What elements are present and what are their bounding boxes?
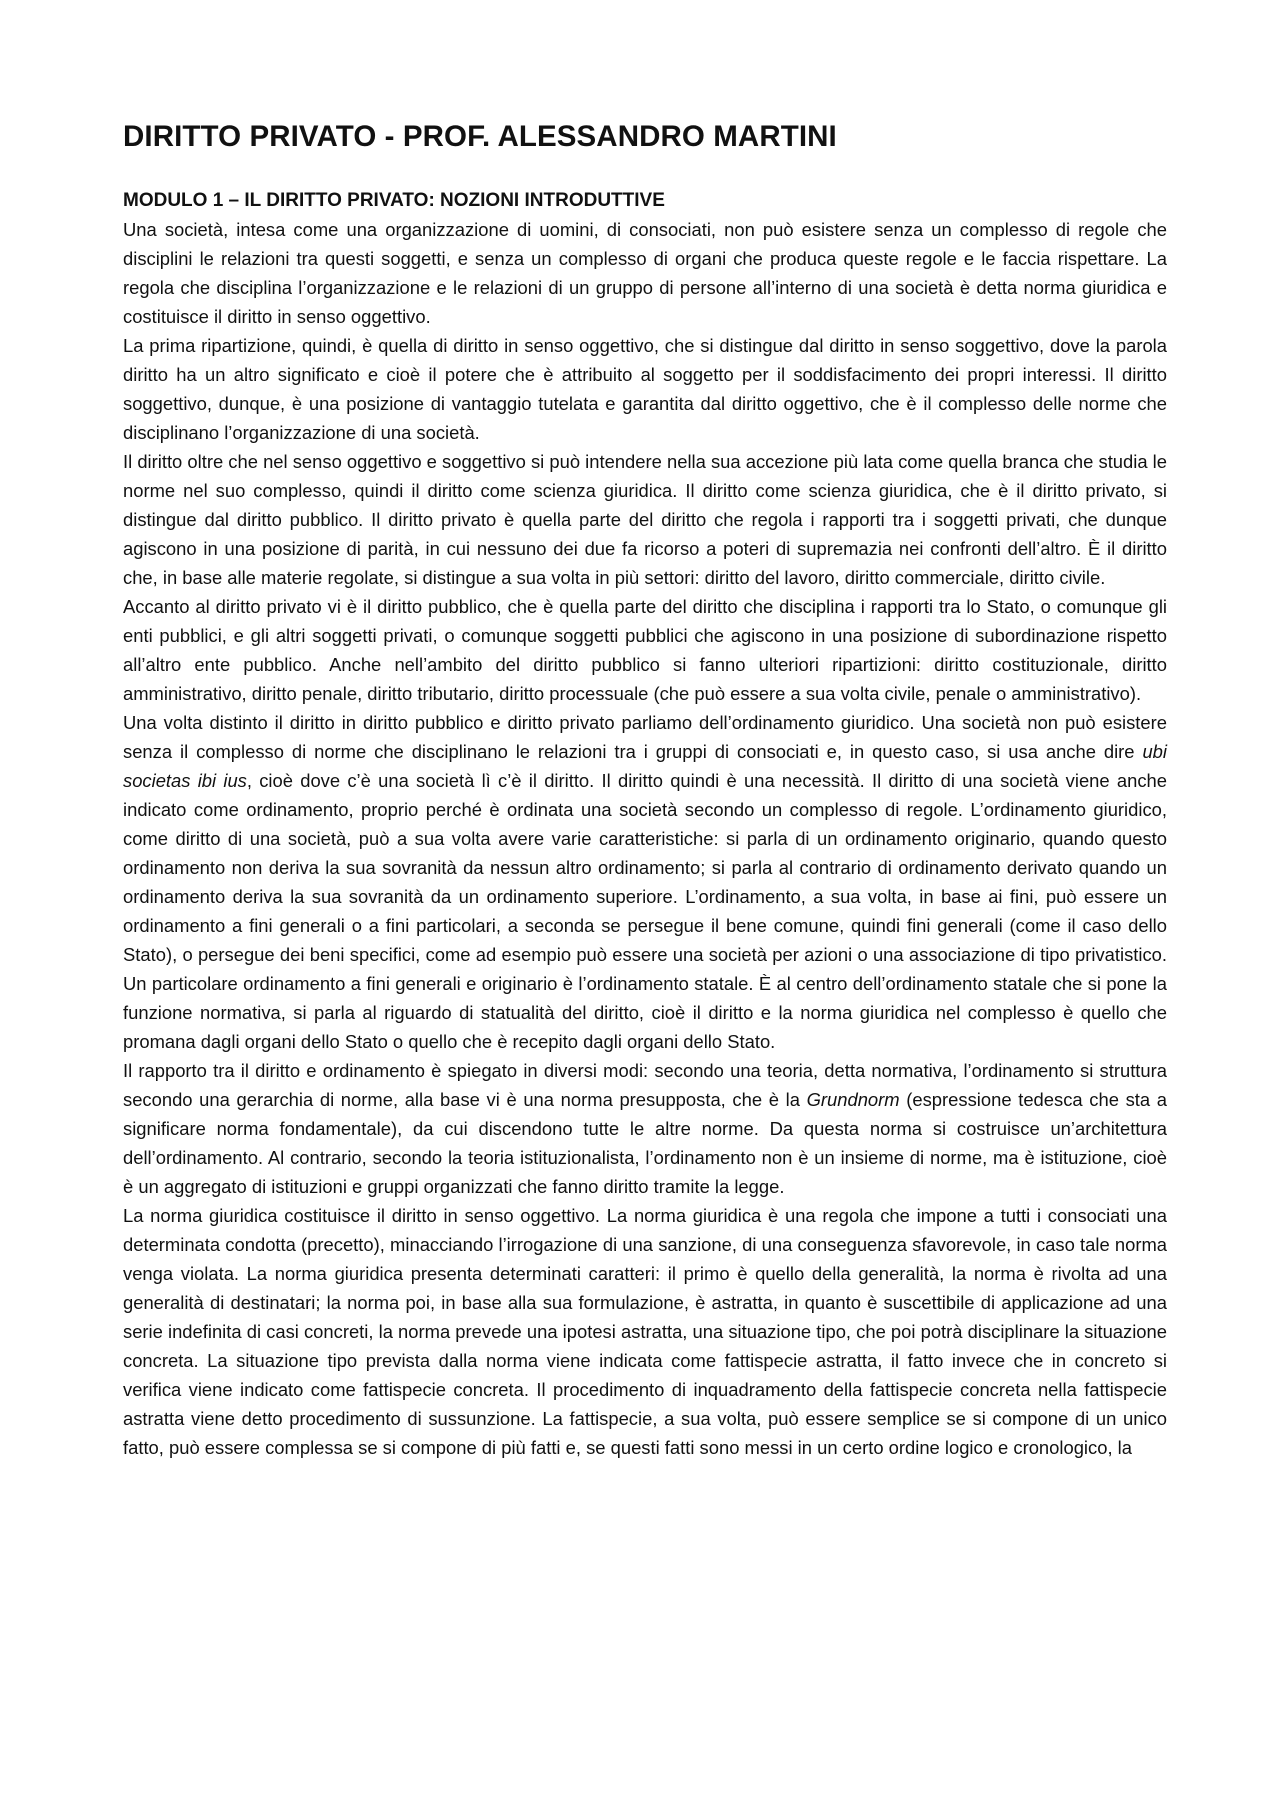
document-title: DIRITTO PRIVATO - PROF. ALESSANDRO MARTINI xyxy=(123,120,837,153)
document-page xyxy=(123,120,1167,1462)
paragraph-legal-order-end: , cioè dove c’è una società lì c’è il diritto. Il diritto quindi è una necessità. Il diritto di una società viene anche indicato come ordinamento, proprio perché è ordinata una società secondo un complesso di regole. L’ordinamento giuridico, come diritto di una società, può a sua volta avere varie caratteristiche: si parla di un ordinamento originario, quando questo ordinamento non deriva la sua sovranità da nessun altro ordinamento; si parla al contrario di ordinamento derivato quando un ordinamento deriva la sua sovranità da un ordinamento superiore. L’ordinamento, a sua volta, in base ai fini, può essere un ordinamento a fini generali o a fini particolari, a seconda se persegue il bene comune, quindi fini generali (come il caso dello Stato), o persegue dei beni specifici, come ad esempio può essere una società per azioni o una associazione di tipo privatistico. Un particolare ordinamento a fini generali e originario è l’ordinamento statale. È al centro dell’ordinamento statale che si pone la funzione normativa, si parla al riguardo di statualità del diritto, cioè il diritto e la norma giuridica nel complesso è quello che promana dagli organi dello Stato o quello che è recepito dagli organi dello Stato. xyxy=(123,770,1167,1052)
paragraph-legal-order xyxy=(123,708,1167,1056)
paragraph-private-law: Il diritto oltre che nel senso oggettivo e soggettivo si può intendere nella sua accezione più lata come quella branca che studia le norme nel suo complesso, quindi il diritto come scienza giuridica. Il diritto come scienza giuridica, che è il diritto privato, si distingue dal diritto pubblico. Il diritto privato è quella parte del diritto che regola i rapporti tra i soggetti privati, che dunque agiscono in una posizione di parità, in cui nessuno dei due fa ricorso a poteri di supremazia nei confronti dell’altro. È il diritto che, in base alle materie regolate, si distingue a sua volta in più settori: diritto del lavoro, diritto commerciale, diritto civile. xyxy=(123,451,1167,588)
paragraph-subjective-law: La prima ripartizione, quindi, è quella di diritto in senso oggettivo, che si distingue dal diritto in senso soggettivo, dove la parola diritto ha un altro significato e cioè il potere che è attribuito al soggetto per il soddisfacimento dei propri interessi. Il diritto soggettivo, dunque, è una posizione di vantaggio tutelata e garantita dal diritto oggettivo, che è il complesso delle norme che disciplinano l’organizzazione di una società. xyxy=(123,335,1167,443)
paragraph-grundnorm-start: Il rapporto tra il diritto e ordinamento è spiegato in diversi modi: secondo una teoria, detta normativa, l’ordinamento si struttura secondo una gerarchia di norme, alla base vi è una norma presupposta, che è la xyxy=(123,1060,1167,1110)
paragraph-legal-norm: La norma giuridica costituisce il diritto in senso oggettivo. La norma giuridica è una regola che impone a tutti i consociati una determinata condotta (precetto), minacciando l’irrogazione di una sanzione, di una conseguenza sfavorevole, in caso tale norma venga violata. La norma giuridica presenta determinati caratteri: il primo è quello della generalità, la norma è rivolta ad una generalità di destinatari; la norma poi, in base alla sua formulazione, è astratta, in quanto è suscettibile di applicazione ad una serie indefinita di casi concreti, la norma prevede una ipotesi astratta, una situazione tipo, che poi potrà disciplinare la situazione concreta. La situazione tipo prevista dalla norma viene indicata come fattispecie astratta, il fatto invece che in concreto si verifica viene indicato come fattispecie concreta. Il procedimento di inquadramento della fattispecie concreta nella fattispecie astratta viene detto procedimento di sussunzione. La fattispecie, a sua volta, può essere semplice se si compone di un unico fatto, può essere complessa se si compone di più fatti e, se questi fatti sono messi in un certo ordine logico e cronologico, la xyxy=(123,1205,1167,1458)
paragraph-public-law: Accanto al diritto privato vi è il diritto pubblico, che è quella parte del diritto che disciplina i rapporti tra lo Stato, o comunque gli enti pubblici, e gli altri soggetti privati, o comunque soggetti pubblici che agiscono in una posizione di subordinazione rispetto all’altro ente pubblico. Anche nell’ambito del diritto pubblico si fanno ulteriori ripartizioni: diritto costituzionale, diritto amministrativo, diritto penale, diritto tributario, diritto processuale (che può essere a sua volta civile, penale o amministrativo). xyxy=(123,596,1167,704)
paragraph-society-rules: Una società, intesa come una organizzazione di uomini, di consociati, non può esistere senza un complesso di regole che disciplini le relazioni tra questi soggetti, e senza un complesso di organi che produca queste regole e le faccia rispettare. La regola che disciplina l’organizzazione e le relazioni di un gruppo di persone all’interno di una società è detta norma giuridica e costituisce il diritto in senso oggettivo. xyxy=(123,219,1167,327)
paragraph-grundnorm xyxy=(123,1056,1167,1201)
paragraph-legal-order-start: Una volta distinto il diritto in diritto pubblico e diritto privato parliamo dell’ordinamento giuridico. Una società non può esistere senza il complesso di norme che disciplinano le relazioni tra i gruppi di consociati e, in questo caso, si usa anche dire xyxy=(123,712,1167,762)
latin-phrase: ubi societas ibi ius xyxy=(123,741,1167,791)
paragraph-grundnorm-end: (espressione tedesca che sta a significare norma fondamentale), da cui discendono tutte le altre norme. Da questa norma si costruisce un’architettura dell’ordinamento. Al contrario, secondo la teoria istituzionalista, l’ordinamento non è un insieme di norme, ma è istituzione, cioè è un aggregato di istituzioni e gruppi organizzati che fanno diritto tramite la legge. xyxy=(123,1089,1167,1197)
grundnorm-term: Grundnorm xyxy=(806,1089,900,1110)
module-heading: MODULO 1 – IL DIRITTO PRIVATO: NOZIONI INTRODUTTIVE xyxy=(123,190,665,211)
